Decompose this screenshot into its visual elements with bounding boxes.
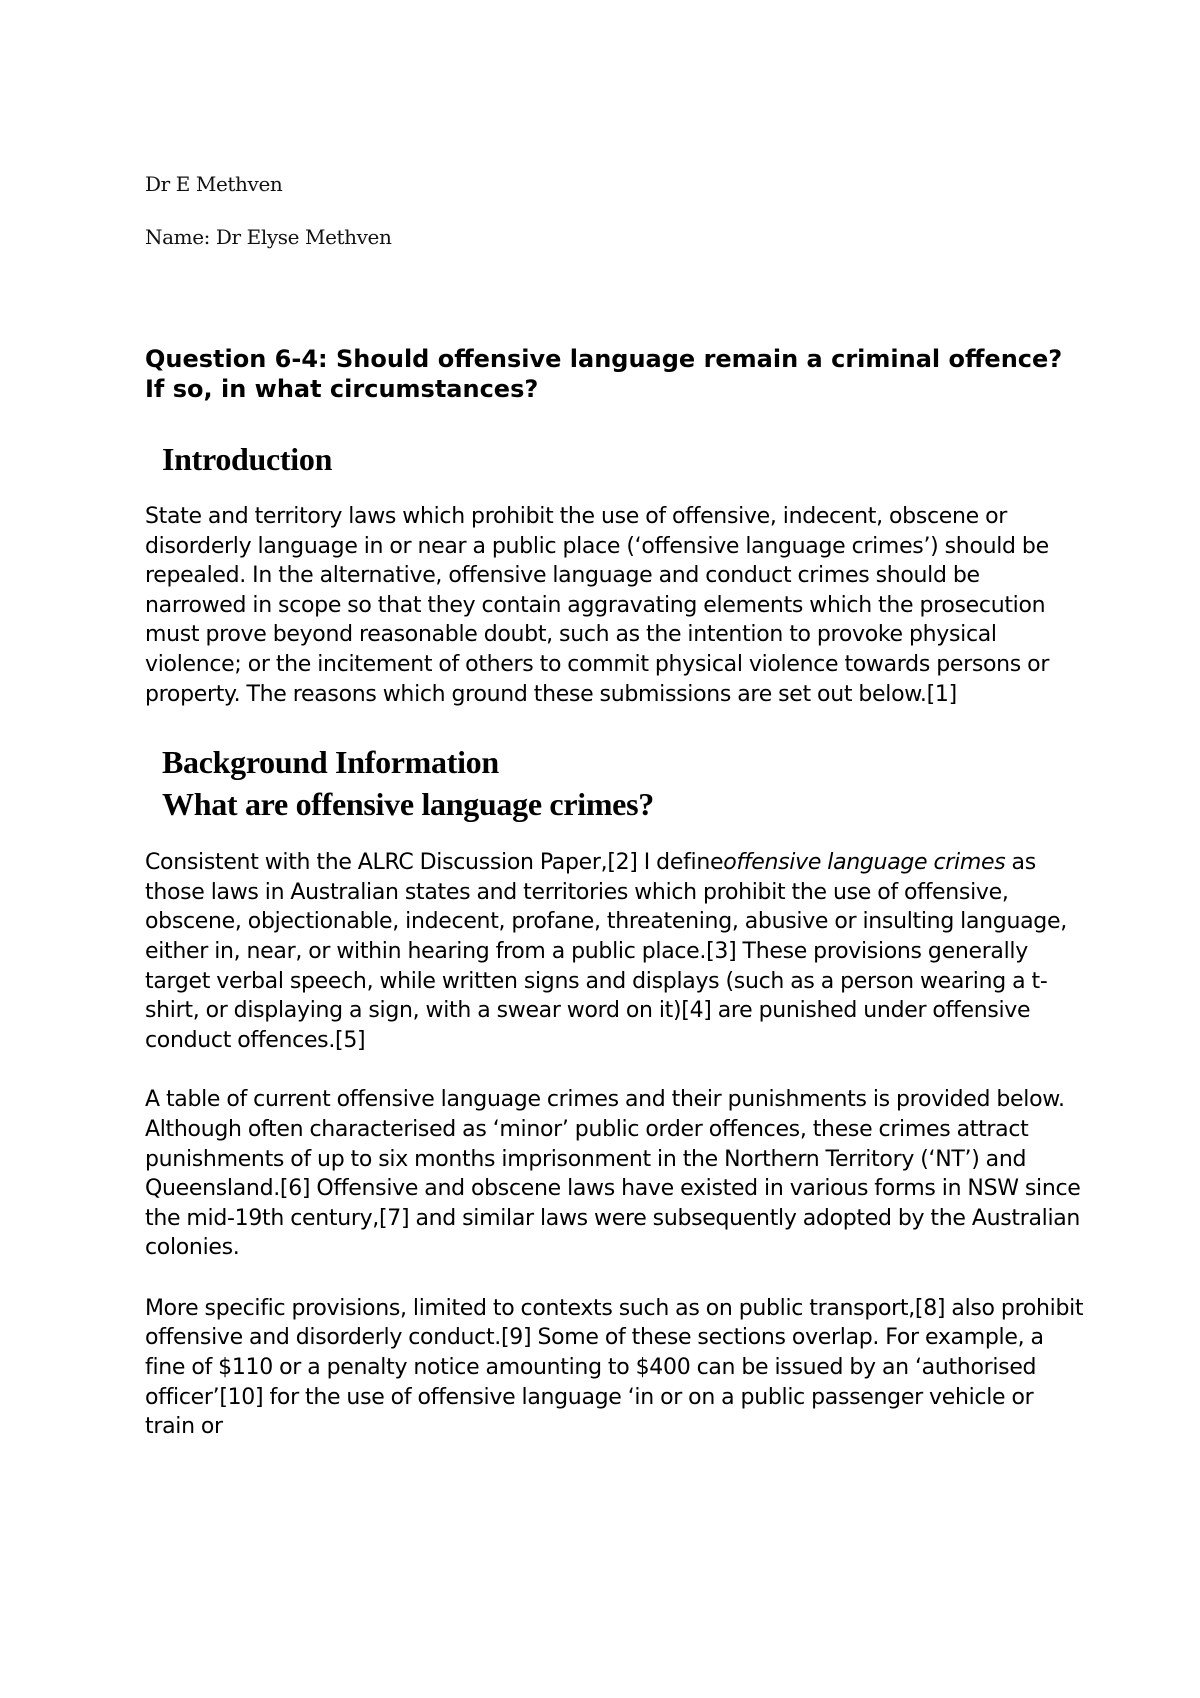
background-heading: Background Information [162,744,499,781]
what-are-crimes-heading: What are offensive language crimes? [162,786,654,823]
author-line: Dr E Methven [145,172,283,196]
name-line: Name: Dr Elyse Methven [145,225,392,249]
definition-text-end: as those laws in Australian states and territories which prohibit the use of offensive, obscene, objectionable, indecent, profane, threatening, abusive or insulting language, either in, near, or within hearing from a public place.[3] These provisions generally target verbal speech, while written signs and displays (such as a person wearing a t-shirt, or displaying a sign, with a swear word on it)[4] are punished under offensive conduct offences.[5] [145,850,1067,1053]
definition-paragraph [145,848,1085,1055]
introduction-heading: Introduction [162,441,333,477]
document-body [145,172,1085,1442]
definition-text-start: Consistent with the ALRC Discussion Paper,[2] I define [145,850,724,876]
definition-term: offensive language crimes [723,850,1006,876]
specific-provisions-paragraph: More specific provisions, limited to contexts such as on public transport,[8] also prohibit offensive and disorderly conduct.[9] Some of these sections overlap. For example, a fine of $110 or a penalty notice amounting to $400 can be issued by an ‘authorised officer’[10] for the use of offensive language ‘in or on a public passenger vehicle or train or [145,1295,1084,1440]
introduction-paragraph: State and territory laws which prohibit the use of offensive, indecent, obscene or disorderly language in or near a public place (‘offensive language crimes’) should be repealed. In the alternative, offensive language and conduct crimes should be narrowed in scope so that they contain aggravating elements which the prosecution must prove beyond reasonable doubt, such as the intention to provoke physical violence; or the incitement of others to commit physical violence towards persons or property. The reasons which ground these submissions are set out below.[1] [145,504,1050,707]
question-heading: Question 6-4: Should offensive language remain a criminal offence? If so, in what circumstances? [145,345,1063,403]
table-intro-paragraph: A table of current offensive language crimes and their punishments is provided below. Although often characterised as ‘minor’ public order offences, these crimes attract punishments of up to six months imprisonment in the Northern Territory (‘NT’) and Queensland.[6] Offensive and obscene laws have existed in various forms in NSW since the mid-19th century,[7] and similar laws were subsequently adopted by the Australian colonies. [145,1087,1081,1261]
